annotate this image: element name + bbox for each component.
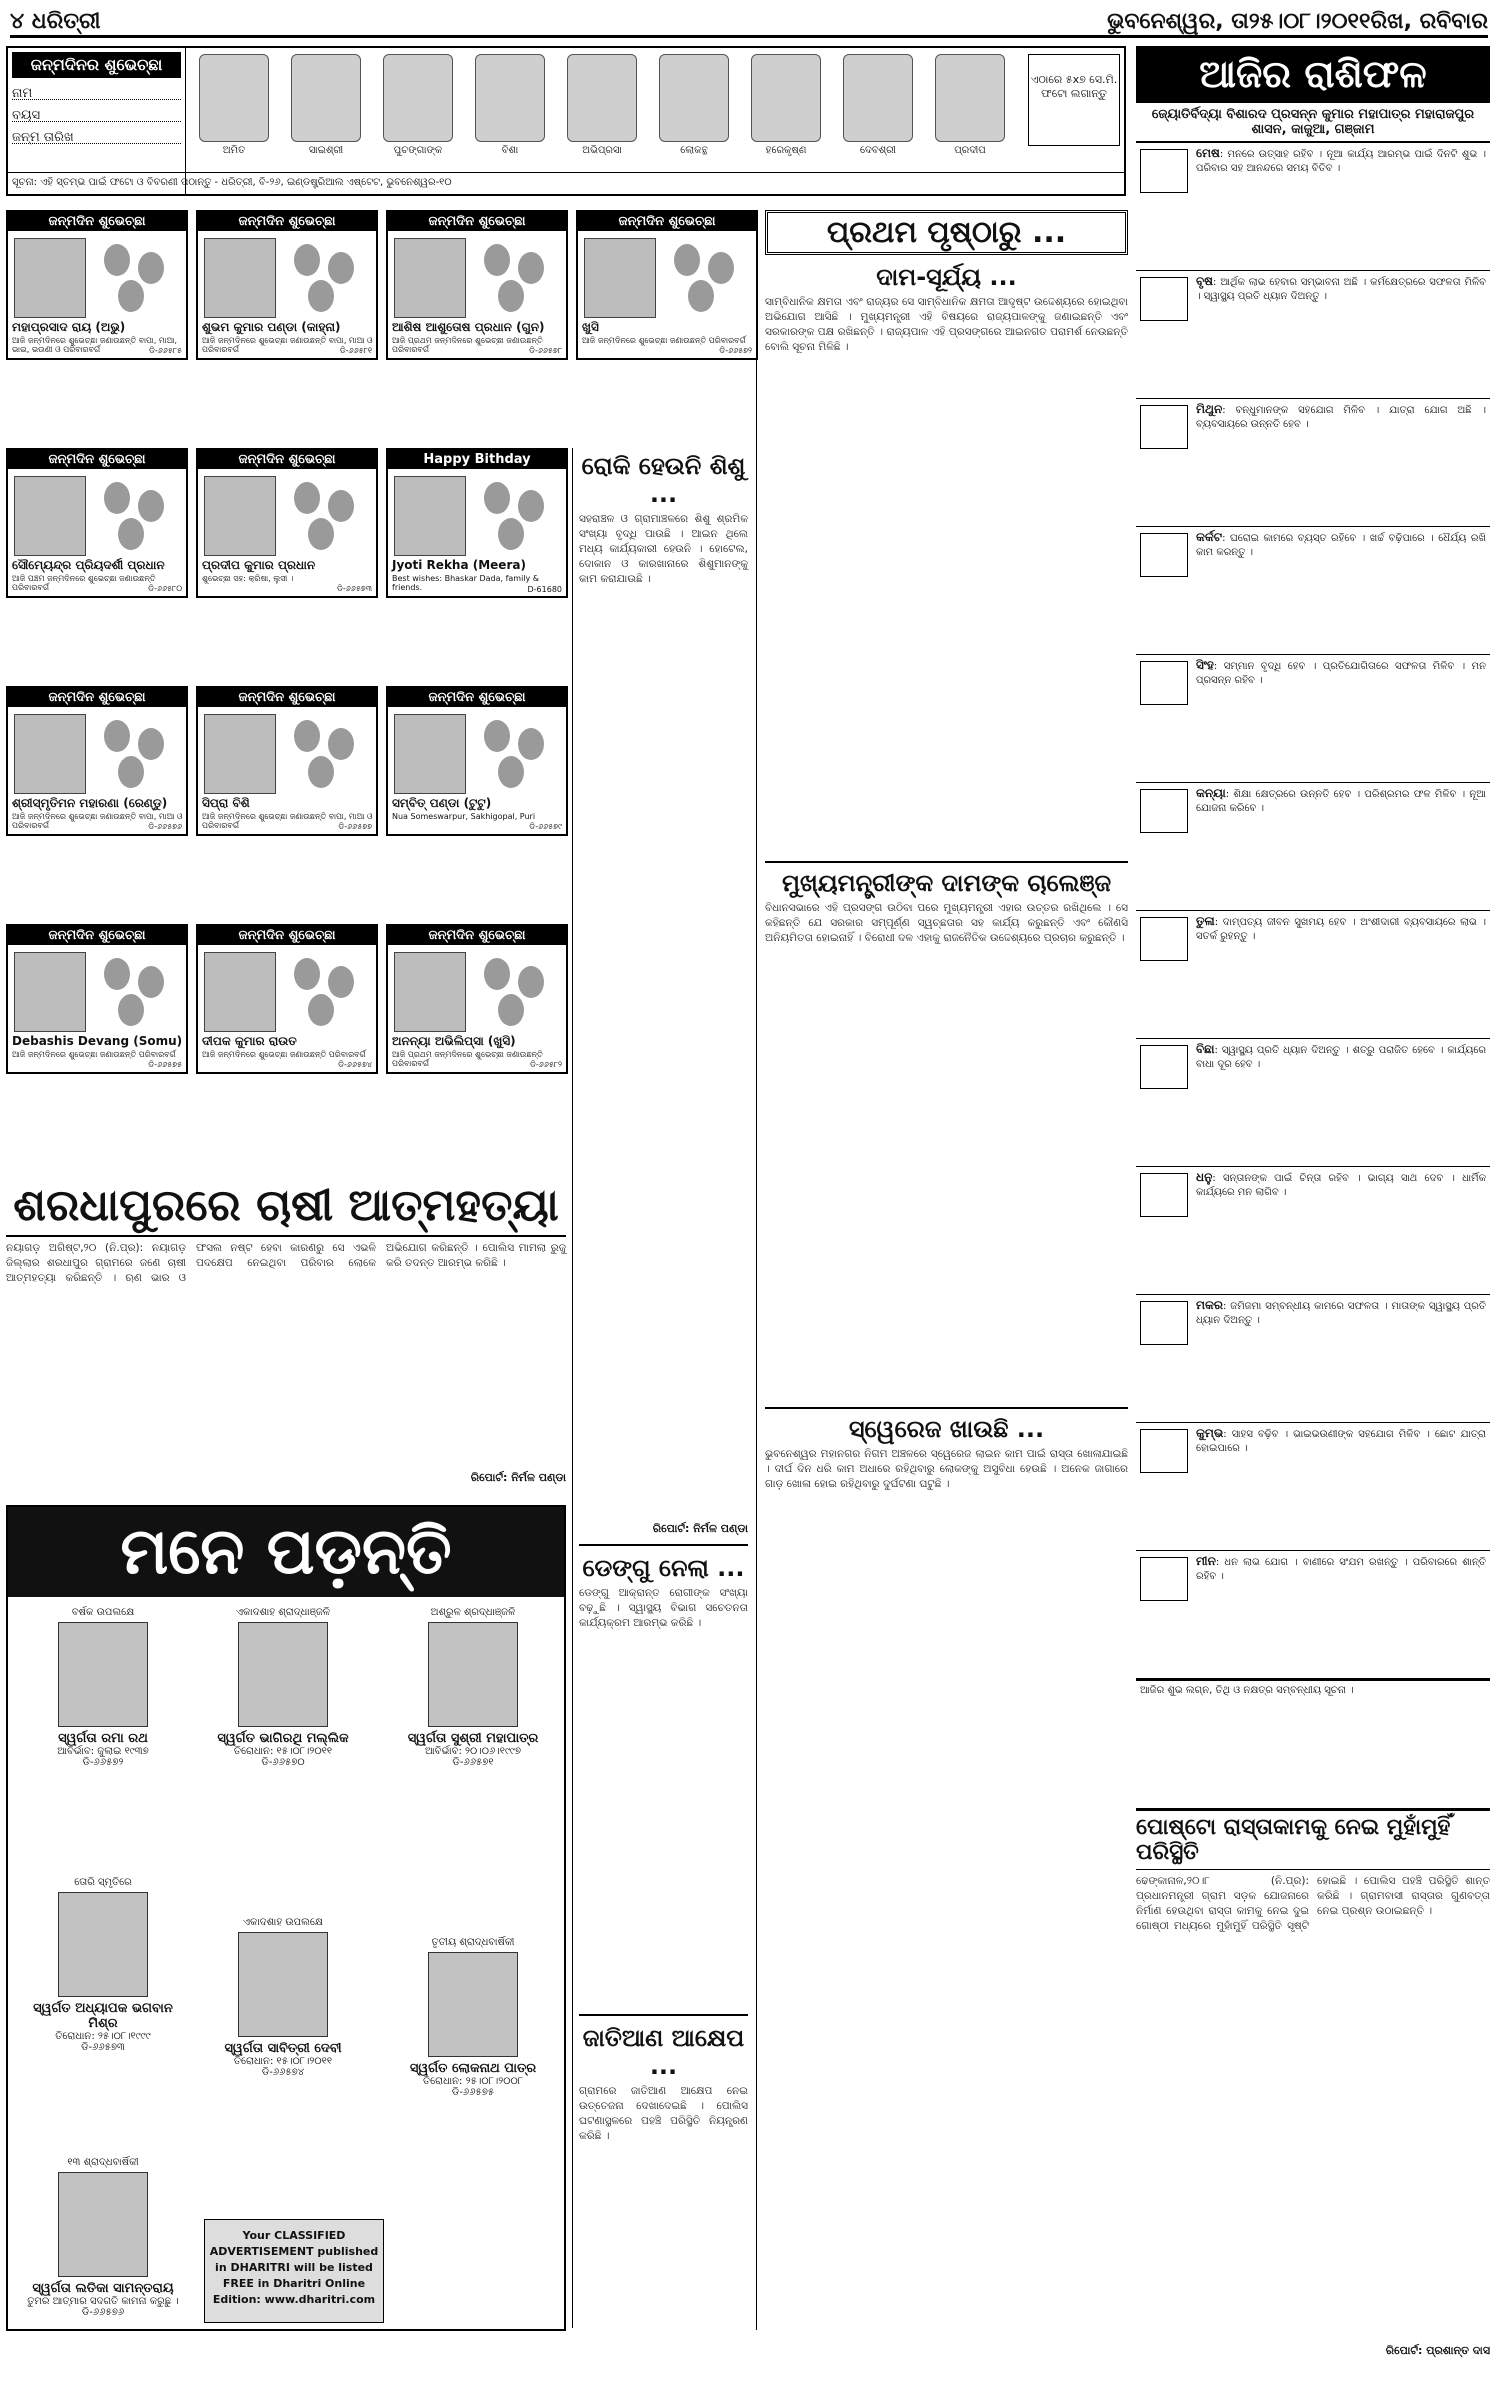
rashifal-footer: ଆଜିର ଶୁଭ ଲଗ୍ନ, ତିଥି ଓ ନକ୍ଷତ୍ର ସମ୍ବନ୍ଧୀୟ ସୂଚନା ।: [1136, 1679, 1490, 1700]
card-id: ଡି-୬୬୫୮୫: [148, 346, 182, 355]
deceased-photo: [238, 1622, 328, 1727]
farmer-story: [6, 1180, 566, 1498]
card-id: ଡି-୬୬୫୭୭: [338, 822, 372, 831]
birthday-thumb: ପ୍ରଦୀପ: [934, 54, 1006, 172]
card-id: ଡି-୬୬୫୭୬: [148, 822, 182, 831]
card-id: ଡି-୬୬୫୮୨: [529, 1060, 562, 1069]
child-photo: [567, 54, 637, 142]
sign-text: ଦାମ୍ପତ୍ୟ ଜୀବନ ସୁଖମୟ ହେବ । ଅଂଶୀଦାରୀ ବ୍ୟବସାୟରେ ଲାଭ । ସତର୍କ ରୁହନ୍ତୁ ।: [1196, 917, 1486, 942]
balloon-icon: [138, 252, 164, 284]
rashi-sign: ତୁଳା: ଦାମ୍ପତ୍ୟ ଜୀବନ ସୁଖମୟ ହେବ । ଅଂଶୀଦାରୀ ବ୍ୟବସାୟରେ ଲାଭ । ସତର୍କ ରୁହନ୍ତୁ ।: [1136, 911, 1490, 1039]
zodiac-icon: [1140, 1429, 1188, 1473]
sign-name: ମୀନ: [1196, 1554, 1216, 1568]
person-photo: [394, 714, 466, 794]
obituary-label: ଏକାଦଶାହ ଉପଲକ୍ଷେ: [243, 1917, 323, 1928]
rashi-sign: ଧନୁ: ସନ୍ତାନଙ୍କ ପାଇଁ ଚିନ୍ତା ରହିବ । ଭାଗ୍ୟ ସାଥ ଦେବ । ଧାର୍ମିକ କାର୍ଯ୍ୟରେ ମନ ଲାଗିବ ।: [1136, 1167, 1490, 1295]
obituary-text: ତିରୋଧାନ: ୧୫।୦୮।୨୦୧୧: [233, 2056, 333, 2067]
sign-name: କୁମ୍ଭ: [1196, 1426, 1224, 1440]
zodiac-icon: [1140, 1173, 1188, 1217]
obituary-text: ତିରୋଧାନ: ୧୫।୦୮।୨୦୧୧: [233, 1746, 333, 1757]
road-news-headline: ପୋଷ୍ଟୋ ରାସ୍ତାକାମକୁ ନେଇ ମୁହାଁମୁହିଁ ପରିସ୍ଥିତି: [1136, 1808, 1490, 1870]
card-id: ଡି-୬୬୫୮୧: [339, 346, 372, 355]
greeting-card: [386, 924, 568, 1074]
person-photo: [14, 476, 86, 556]
deceased-photo: [58, 1892, 148, 1997]
card-message: ଆଜି ପ୍ରଥମ ଜନ୍ମଦିନରେ ଶୁଭେଚ୍ଛା ଜଣାଉଛନ୍ତି ପରିବାରବର୍ଗ: [392, 1050, 543, 1068]
farmer-story-headline: ଶରଧାପୁରରେ ଚାଷୀ ଆତ୍ମହତ୍ୟା: [13, 1180, 559, 1231]
balloon-icon: [518, 728, 544, 760]
balloon-icon: [294, 244, 320, 276]
zodiac-icon: [1140, 405, 1188, 449]
obituary-id: ଡି-୬୬୫୭୩: [81, 2042, 125, 2053]
obituary-entry: [18, 2157, 188, 2318]
balloon-icon: [328, 966, 354, 998]
balloon-icon: [138, 490, 164, 522]
obituary-label: ଅଶ୍ରୁଳ ଶ୍ରଦ୍ଧାଞ୍ଜଳି: [430, 1607, 516, 1618]
zodiac-icon: [1140, 533, 1188, 577]
birthday-thumb: ଲୋକନ୍ଥ: [658, 54, 730, 172]
rashifal-title: ଆଜିର ରାଶିଫଳ: [1136, 46, 1490, 103]
caste-body: ଗ୍ରାମରେ ଜାତିଆଣ ଆକ୍ଷେପ ନେଇ ଉତ୍ତେଜନା ଦେଖାଦେଇଛି । ପୋଲିସ ଘଟଣାସ୍ଥଳରେ ପହଞ୍ଚି ପରିସ୍ଥିତି ନିୟନ୍ତ୍ରଣ କରିଛି ।: [579, 2085, 748, 2142]
obituary-name: ସ୍ୱର୍ଗତା ସୁଶ୍ରୀ ମହାପାତ୍ର: [407, 1731, 539, 1746]
balloon-icon: [294, 720, 320, 752]
person-photo: [204, 476, 276, 556]
balloon-icon: [104, 244, 130, 276]
card-id: ଡି-୬୬୫୭୫: [148, 1060, 182, 1069]
card-title: ଜନ୍ମଦିନ ଶୁଭେଚ୍ଛା: [388, 926, 566, 945]
rashi-sign: ସିଂହ: ସମ୍ମାନ ବୃଦ୍ଧି ହେବ । ପ୍ରତିଯୋଗିତାରେ ସଫଳତା ମିଳିବ । ମନ ପ୍ରସନ୍ନ ରହିବ ।: [1136, 655, 1490, 783]
card-name: ସିପ୍ରା ବିଶି: [202, 796, 250, 810]
caste-headline: ଜାତିଆଣ ଆକ୍ଷେପ ...: [582, 2024, 745, 2080]
person-photo: [14, 952, 86, 1032]
deceased-photo: [428, 1622, 518, 1727]
card-title: ଜନ୍ମଦିନ ଶୁଭେଚ୍ଛା: [198, 212, 376, 231]
card-name: ସମ୍ବିତ୍ ପଣ୍ଡା (ଟୁଟୁ): [392, 796, 492, 810]
card-title: ଜନ୍ମଦିନ ଶୁଭେଚ୍ଛା: [8, 926, 186, 945]
rashi-sign: ବୃଷ: ଆର୍ଥିକ ଲାଭ ହେବାର ସମ୍ଭାବନା ଅଛି । କର୍ମକ୍ଷେତ୍ରରେ ସଫଳତା ମିଳିବ । ସ୍ୱାସ୍ଥ୍ୟ ପ୍ରତି ଧ୍ୟାନ ଦିଅନ୍ତୁ ।: [1136, 271, 1490, 399]
card-name: ପ୍ରଦୀପ କୁମାର ପ୍ରଧାନ: [202, 558, 316, 572]
deceased-photo: [238, 1932, 328, 2037]
road-news-reporter: ରିପୋର୍ଟ: ପ୍ରଶାନ୍ତ ଦାସ: [1385, 2344, 1490, 2357]
obituary-title: ମନେ ପଡ଼ନ୍ତି: [8, 1507, 564, 1597]
obituary-name: ସ୍ୱର୍ଗତ ଭାଗିରଥି ମଲ୍ଲିକ: [217, 1731, 349, 1746]
card-title: ଜନ୍ମଦିନ ଶୁଭେଚ୍ଛା: [8, 212, 186, 231]
balloon-icon: [498, 518, 524, 550]
rashifal-signs: [1136, 143, 1490, 1679]
sign-name: ଧନୁ: [1196, 1170, 1213, 1184]
form-field-dob: ଜନ୍ମ ତାରିଖ: [12, 130, 181, 144]
obituary-id: ଡି-୬୬୫୭୬: [81, 2307, 125, 2318]
card-id: ଡି-୬୬୫୭୨: [719, 346, 752, 355]
balloon-icon: [498, 280, 524, 312]
rashifal-byline: ଜ୍ୟୋତିର୍ବିଦ୍ୟା ବିଶାରଦ ପ୍ରସନ୍ନ କୁମାର ମହାପାତ୍ର ମହାରାଜପୁର ଶାସନ, କାଜୁଆ, ଗଞ୍ଜାମ: [1136, 103, 1490, 143]
birthday-form-title: ଜନ୍ମଦିନର ଶୁଭେଚ୍ଛା: [12, 52, 181, 78]
page-number: ୪ ଧରିତ୍ରୀ: [10, 9, 101, 34]
card-name: ସୌମ୍ୟେନ୍ଦ୍ର ପ୍ରିୟଦର୍ଶୀ ପ୍ରଧାନ: [12, 558, 165, 572]
child-photo: [659, 54, 729, 142]
zodiac-icon: [1140, 1045, 1188, 1089]
photo-placeholder: ଏଠାରେ ୫x୭ ସେ.ମି. ଫଟୋ ଲଗାନ୍ତୁ: [1028, 54, 1120, 146]
rashi-sign: ମକର: ଜମିଜମା ସମ୍ବନ୍ଧୀୟ କାମରେ ସଫଳତା । ମାତାଙ୍କ ସ୍ୱାସ୍ଥ୍ୟ ପ୍ରତି ଧ୍ୟାନ ଦିଅନ୍ତୁ ।: [1136, 1295, 1490, 1423]
child-photo: [475, 54, 545, 142]
obituary-entry: [18, 1607, 188, 1768]
deceased-photo: [58, 2172, 148, 2277]
child-photo: [383, 54, 453, 142]
card-name: ମହାପ୍ରସାଦ ରାୟ (ଅଭୁ): [12, 320, 126, 334]
obituary-id: ଡି-୬୬୫୭୧: [452, 1757, 494, 1768]
sign-name: ତୁଳା: [1196, 914, 1215, 928]
greeting-card: [196, 210, 378, 360]
rashi-sign: ମେଷ: ମନରେ ଉତ୍ସାହ ରହିବ । ନୂଆ କାର୍ଯ୍ୟ ଆରମ୍ଭ ପାଇଁ ଦିନଟି ଶୁଭ । ପରିବାର ସହ ଆନନ୍ଦରେ ସମୟ ବିତିବ ।: [1136, 143, 1490, 271]
greeting-card: [6, 448, 188, 598]
sign-text: ସମ୍ମାନ ବୃଦ୍ଧି ହେବ । ପ୍ରତିଯୋଗିତାରେ ସଫଳତା ମିଳିବ । ମନ ପ୍ରସନ୍ନ ରହିବ ।: [1196, 661, 1486, 686]
card-title: ଜନ୍ମଦିନ ଶୁଭେଚ୍ଛା: [198, 688, 376, 707]
child-labour-body: ସହରାଞ୍ଚଳ ଓ ଗ୍ରାମାଞ୍ଚଳରେ ଶିଶୁ ଶ୍ରମିକ ସଂଖ୍ୟା ବୃଦ୍ଧି ପାଉଛି । ଆଇନ ଥିଲେ ମଧ୍ୟ କାର୍ଯ୍ୟକାରୀ ହେଉନି । ହୋଟେଲ, ଦୋକାନ ଓ କାରଖାନାରେ ଶିଶୁମାନଙ୍କୁ କାମ କରାଯାଉଛି ।: [579, 513, 748, 585]
card-name: Jyoti Rekha (Meera): [392, 558, 526, 572]
obituary-entry: [198, 1917, 368, 2078]
card-title: ଜନ୍ମଦିନ ଶୁଭେଚ୍ଛା: [8, 688, 186, 707]
balloon-icon: [328, 252, 354, 284]
balloon-icon: [498, 994, 524, 1026]
obituary-section: [6, 1505, 566, 2331]
obituary-name: ସ୍ୱର୍ଗତା ସାବିତ୍ରୀ ଦେବୀ: [224, 2041, 342, 2056]
greeting-card: [196, 448, 378, 598]
card-message: ଆଜି ଜନ୍ମଦିନରେ ଶୁଭେଚ୍ଛା ଜଣାଉଛନ୍ତି ବାପା, ମାଆ ଓ ପରିବାରବର୍ଗ: [202, 812, 373, 830]
person-photo: [204, 714, 276, 794]
greeting-card: [386, 210, 568, 360]
child-photo: [291, 54, 361, 142]
balloon-icon: [518, 252, 544, 284]
birthday-note: ସୂଚନା: ଏହି ସ୍ତମ୍ଭ ପାଇଁ ଫଟୋ ଓ ବିବରଣୀ ପଠାନ୍ତୁ - ଧରିତ୍ରୀ, ବି-୨୬, ଇଣ୍ଡଷ୍ଟ୍ରିଆଲ ଏଷ୍ଟେଟ, ଭୁବନେଶ୍ୱର-୧୦: [8, 172, 1124, 194]
person-photo: [14, 238, 86, 318]
obituary-entry: [198, 1607, 368, 1768]
greeting-card: [196, 686, 378, 836]
balloon-icon: [484, 244, 510, 276]
greeting-card: [196, 924, 378, 1074]
balloon-icon: [308, 518, 334, 550]
obituary-entry: [388, 1937, 558, 2098]
obituary-text: ତିରୋଧାନ: ୨୫।୦୮।୧୯୯୯: [55, 2031, 151, 2042]
child-photo: [935, 54, 1005, 142]
card-name: ଖୁସି: [582, 320, 599, 334]
sign-text: ସ୍ୱାସ୍ଥ୍ୟ ପ୍ରତି ଧ୍ୟାନ ଦିଅନ୍ତୁ । ଶତ୍ରୁ ପରାଜିତ ହେବେ । କାର୍ଯ୍ୟରେ ବାଧା ଦୂର ହେବ ।: [1196, 1045, 1486, 1070]
obituary-text: ଆବିର୍ଭାବ: ୨୦।୦୬।୧୯୯୭: [424, 1746, 522, 1757]
card-message: ଆଜି ଜନ୍ମଦିନରେ ଶୁଭେଚ୍ଛା ଜଣାଉଛନ୍ତି ପରିବାରବର୍ଗ: [12, 1050, 176, 1059]
sign-name: କର୍କଟ: [1196, 530, 1223, 544]
obituary-name: ସ୍ୱର୍ଗତା ରମା ରଥ: [58, 1731, 148, 1746]
sign-text: ଘରୋଇ କାମରେ ବ୍ୟସ୍ତ ରହିବେ । ଖର୍ଚ୍ଚ ବଢ଼ିପାରେ । ଧୈର୍ଯ୍ୟ ରଖି କାମ କରନ୍ତୁ ।: [1196, 533, 1486, 558]
person-photo: [204, 952, 276, 1032]
sewerage-headline: ସ୍ୱେରେଜ ଖାଉଛି ...: [848, 1415, 1045, 1443]
rashi-sign: କୁମ୍ଭ: ସାହସ ବଢ଼ିବ । ଭାଇଭଉଣୀଙ୍କ ସହଯୋଗ ମିଳିବ । ଛୋଟ ଯାତ୍ରା ହୋଇପାରେ ।: [1136, 1423, 1490, 1551]
balloon-icon: [308, 756, 334, 788]
birthday-thumb: ଦେବଶ୍ରୀ: [842, 54, 914, 172]
birthday-thumb: ହରେକୃଷ୍ଣ: [750, 54, 822, 172]
balloon-icon: [308, 994, 334, 1026]
sewerage-body: ଭୁବନେଶ୍ୱର ମହାନଗର ନିଗମ ଅଞ୍ଚଳରେ ସ୍ୱେରେଜ ଲାଇନ କାମ ପାଇଁ ରାସ୍ତା ଖୋଳାଯାଇଛି । ଦୀର୍ଘ ଦିନ ଧରି କାମ ଅଧାରେ ରହିଥିବାରୁ ଲୋକଙ୍କୁ ଅସୁବିଧା ହେଉଛି । ଅନେକ ଜାଗାରେ ଗାଡ଼ ଖୋଳା ହୋଇ ରହିଥିବାରୁ ଦୁର୍ଘଟଣା ଘଟୁଛି ।: [765, 1448, 1128, 1490]
card-title: ଜନ୍ମଦିନ ଶୁଭେଚ୍ଛା: [198, 926, 376, 945]
balloon-icon: [484, 720, 510, 752]
card-name: ଆଶିଷ ଆଶୁତୋଷ ପ୍ରଧାନ (ଗୁନ): [392, 320, 545, 334]
card-name: Debashis Devang (Somu): [12, 1034, 183, 1048]
obituary-name: ସ୍ୱର୍ଗତା ଲତିକା ସାମନ୍ତରାୟ: [32, 2281, 174, 2296]
farmer-story-body: ନୟାଗଡ଼ ଅଗିଷ୍ଟ,୨୦ (ନି.ପ୍ର): ନୟାଗଡ଼ ଜିଲ୍ଲାର ଶରଧାପୁର ଗ୍ରାମରେ ଜଣେ ଚାଷୀ ଆତ୍ମହତ୍ୟା କରିଛନ୍ତି । ଋଣ ଭାର ଓ ଫସଲ ନଷ୍ଟ ହେବା କାରଣରୁ ସେ ଏଭଳି ପଦକ୍ଷେପ ନେଇଥିବା ପରିବାର ଲୋକେ ଅଭିଯୋଗ କରିଛନ୍ତି । ପୋଲିସ ମାମଲା ରୁଜୁ କରି ତଦନ୍ତ ଆରମ୍ଭ କରିଛି ।: [6, 1242, 566, 1284]
dam-surya-body: ସାମ୍ବିଧାନିକ କ୍ଷମତା ଏବଂ ରାଜ୍ୟର ସେ ସାମ୍ବିଧାନିକ କ୍ଷମତା ଆଦୃଷ୍ଟ ଉଦ୍ଦେଶ୍ୟରେ ହୋଇଥିବା ଅଭିଯୋଗ ଆସିଛି । ମୁଖ୍ୟମନ୍ତ୍ରୀ ଏହି ବିଷୟରେ ରାଜ୍ୟପାଳଙ୍କୁ ଜଣାଇଛନ୍ତି ଏବଂ ସରକାରଙ୍କ ପକ୍ଷ ରଖିଛନ୍ତି । ରାଜ୍ୟପାଳ ଏହି ପ୍ରସଙ୍ଗରେ ଆଇନଗତ ପରାମର୍ଶ ନେଉଛନ୍ତି ବୋଲି ସୂଚନା ମିଳିଛି ।: [765, 296, 1128, 353]
obituary-label: ତୋରି ସ୍ମୃତିରେ: [74, 1877, 132, 1888]
greeting-card: [6, 210, 188, 360]
card-message: ଆଜି ଜନ୍ମଦିନରେ ଶୁଭେଚ୍ଛା ଜଣାଉଛନ୍ତି ବାପା, ମାଆ ଓ ପରିବାରବର୍ଗ: [12, 812, 183, 830]
front-page-title: ପ୍ରଥମ ପୃଷ୍ଠାରୁ ...: [765, 210, 1128, 255]
card-message: ଶୁଭେଚ୍ଛା ସହ: କ୍ରିଷା, ଲୁସୀ ।: [202, 574, 294, 583]
birthday-thumb: ଅଭିପ୍ରସା: [566, 54, 638, 172]
birthday-thumb: ପୁଚଙ୍ଗାଙ୍କ: [382, 54, 454, 172]
middle-column: [572, 448, 748, 2328]
balloon-icon: [484, 482, 510, 514]
farmer-story-reporter: ରିପୋର୍ଟ: ନିର୍ମଳ ପଣ୍ଡା: [470, 1471, 566, 1484]
person-photo: [14, 714, 86, 794]
card-id: ଡି-୬୬୫୭୩: [336, 584, 372, 593]
greeting-card: [6, 924, 188, 1074]
balloon-icon: [118, 756, 144, 788]
balloon-icon: [104, 482, 130, 514]
rashi-sign: କନ୍ୟା: ଶିକ୍ଷା କ୍ଷେତ୍ରରେ ଉନ୍ନତି ହେବ । ପରିଶ୍ରମର ଫଳ ମିଳିବ । ନୂଆ ଯୋଜନା କରିବେ ।: [1136, 783, 1490, 911]
sign-text: ଜମିଜମା ସମ୍ବନ୍ଧୀୟ କାମରେ ସଫଳତା । ମାତାଙ୍କ ସ୍ୱାସ୍ଥ୍ୟ ପ୍ରତି ଧ୍ୟାନ ଦିଅନ୍ତୁ ।: [1196, 1301, 1486, 1326]
card-message: ଆଜି ପ୍ରଥମ ଜନ୍ମଦିନରେ ଶୁଭେଚ୍ଛା ଜଣାଉଛନ୍ତି ପରିବାରବର୍ଗ: [392, 336, 543, 354]
cm-challenge-headline: ମୁଖ୍ୟମନ୍ତ୍ରୀଙ୍କ ଦାମଙ୍କ ଚାଲେଞ୍ଜ: [781, 869, 1112, 897]
sign-name: ମିଥୁନ: [1196, 402, 1223, 416]
rashifal-section: [1136, 46, 1490, 1796]
card-name: ଅନନ୍ୟା ଅଭିଲିପ୍ସା (ଖୁସି): [392, 1034, 516, 1048]
card-message: Best wishes: Bhaskar Dada, family & friends.: [392, 574, 540, 592]
obituary-text: ତିରୋଧାନ: ୨୫।୦୮।୨୦୦୮: [423, 2076, 523, 2087]
sign-text: ଧନ ଲାଭ ଯୋଗ । ବାଣୀରେ ସଂଯମ ରଖନ୍ତୁ । ପରିବାରରେ ଶାନ୍ତି ରହିବ ।: [1196, 1557, 1486, 1582]
card-message: Nua Someswarpur, Sakhigopal, Puri: [392, 812, 536, 821]
obituary-label: ଏକାଦଶାହ ଶ୍ରାଦ୍ଧାଞ୍ଜଳି: [236, 1607, 330, 1618]
card-message: ଆଜି ପଞ୍ଚମ ଜନ୍ମଦିନରେ ଶୁଭେଚ୍ଛା ଜଣାଉଛନ୍ତି ପରିବାରବର୍ଗ: [12, 574, 156, 592]
balloon-icon: [138, 966, 164, 998]
deceased-photo: [428, 1952, 518, 2057]
balloon-icon: [708, 252, 734, 284]
balloon-icon: [328, 490, 354, 522]
sign-name: ବୃଷ: [1196, 274, 1214, 288]
balloon-icon: [118, 518, 144, 550]
person-photo: [394, 476, 466, 556]
dam-surya-headline: ଦାମ-ସୂର୍ଯ୍ୟ ...: [876, 263, 1017, 291]
card-id: ଡି-୬୬୫୭୪: [338, 1060, 372, 1069]
zodiac-icon: [1140, 789, 1188, 833]
card-name: ଦୀପକ କୁମାର ରାଉତ: [202, 1034, 297, 1048]
balloon-icon: [518, 490, 544, 522]
card-title: ଜନ୍ମଦିନ ଶୁଭେଚ୍ଛା: [388, 212, 566, 231]
zodiac-icon: [1140, 277, 1188, 321]
child-labour-headline: ରୋକି ହେଉନି ଶିଶୁ ...: [581, 452, 746, 508]
balloon-icon: [308, 280, 334, 312]
sign-text: ଆର୍ଥିକ ଲାଭ ହେବାର ସମ୍ଭାବନା ଅଛି । କର୍ମକ୍ଷେତ୍ରରେ ସଫଳତା ମିଳିବ । ସ୍ୱାସ୍ଥ୍ୟ ପ୍ରତି ଧ୍ୟାନ ଦିଅନ୍ତୁ ।: [1196, 277, 1486, 302]
greeting-card: [576, 210, 758, 360]
child-labour-reporter: ରିପୋର୍ଟ: ନିର୍ମଳ ପଣ୍ଡା: [652, 1522, 748, 1535]
sign-text: ବନ୍ଧୁମାନଙ୍କ ସହଯୋଗ ମିଳିବ । ଯାତ୍ରା ଯୋଗ ଅଛି । ବ୍ୟବସାୟରେ ଉନ୍ନତି ହେବ ।: [1196, 405, 1486, 430]
card-title: ଜନ୍ମଦିନ ଶୁଭେଚ୍ଛା: [388, 688, 566, 707]
obituary-id: ଡି-୬୬୫୭୦: [261, 1757, 305, 1768]
dateline: ଭୁବନେଶ୍ୱର, ତା୨୫।୦୮।୨୦୧୧ରିଖ, ରବିବାର: [1107, 9, 1488, 34]
deceased-photo: [58, 1622, 148, 1727]
card-message: ଆଜି ଜନ୍ମଦିନରେ ଶୁଭେଚ୍ଛା ଜଣାଉଛନ୍ତି ପରିବାରବର୍ଗ: [582, 336, 746, 345]
rashi-sign: ବିଛା: ସ୍ୱାସ୍ଥ୍ୟ ପ୍ରତି ଧ୍ୟାନ ଦିଅନ୍ତୁ । ଶତ୍ରୁ ପରାଜିତ ହେବେ । କାର୍ଯ୍ୟରେ ବାଧା ଦୂର ହେବ ।: [1136, 1039, 1490, 1167]
obituary-id: ଡି-୬୬୫୭୫: [451, 2087, 495, 2098]
balloon-icon: [118, 280, 144, 312]
child-photo: [751, 54, 821, 142]
balloon-icon: [294, 958, 320, 990]
person-photo: [204, 238, 276, 318]
card-id: ଡି-୬୬୫୮୦: [148, 584, 182, 593]
person-photo: [394, 952, 466, 1032]
obituary-entry: [18, 1877, 188, 2053]
zodiac-icon: [1140, 1557, 1188, 1601]
balloon-icon: [118, 994, 144, 1026]
card-title: ଜନ୍ମଦିନ ଶୁଭେଚ୍ଛା: [8, 450, 186, 469]
dengue-headline: ଡେଙ୍ଗୁ ନେଲା ...: [582, 1554, 745, 1582]
obituary-entry: [388, 1607, 558, 1768]
card-title: ଜନ୍ମଦିନ ଶୁଭେଚ୍ଛା: [198, 450, 376, 469]
form-field-name: ନାମ: [12, 86, 181, 100]
balloon-icon: [104, 720, 130, 752]
zodiac-icon: [1140, 149, 1188, 193]
front-page-continued: [756, 210, 1128, 2330]
classified-notice: Your CLASSIFIED ADVERTISEMENT published in DHARITRI will be listed FREE in Dharitri Online Edition: www.dharitri.com: [204, 2219, 384, 2323]
obituary-name: ସ୍ୱର୍ଗତ ଅଧ୍ୟାପକ ଭଗବାନ ମିଶ୍ର: [33, 2001, 173, 2031]
card-id: ଡି-୬୬୫୭୯: [529, 822, 562, 831]
card-title: ଜନ୍ମଦିନ ଶୁଭେଚ୍ଛା: [578, 212, 756, 231]
rashi-sign: ମୀନ: ଧନ ଲାଭ ଯୋଗ । ବାଣୀରେ ସଂଯମ ରଖନ୍ତୁ । ପରିବାରରେ ଶାନ୍ତି ରହିବ ।: [1136, 1551, 1490, 1679]
sign-text: ସନ୍ତାନଙ୍କ ପାଇଁ ଚିନ୍ତା ରହିବ । ଭାଗ୍ୟ ସାଥ ଦେବ । ଧାର୍ମିକ କାର୍ଯ୍ୟରେ ମନ ଲାଗିବ ।: [1196, 1173, 1486, 1198]
balloon-icon: [294, 482, 320, 514]
card-name: ଶ୍ରୀସ୍ମୃତିମନ ମହାରଣା (ରେଣ୍ଡୁ): [12, 796, 168, 810]
birthday-strip: [6, 46, 1126, 196]
dengue-body: ଡେଙ୍ଗୁ ଆକ୍ରାନ୍ତ ରୋଗୀଙ୍କ ସଂଖ୍ୟା ବଢ଼ୁଛି । ସ୍ୱାସ୍ଥ୍ୟ ବିଭାଗ ସଚେତନତା କାର୍ଯ୍ୟକ୍ରମ ଆରମ୍ଭ କରିଛି ।: [579, 1587, 748, 1629]
card-message: ଆଜି ଜନ୍ମଦିନରେ ଶୁଭେଚ୍ଛା ଜଣାଉଛନ୍ତି ପରିବାରବର୍ଗ: [202, 1050, 366, 1059]
obituary-label: ୧୩ ଶ୍ରାଦ୍ଧବାର୍ଷିକୀ: [67, 2157, 139, 2168]
sign-text: ସାହସ ବଢ଼ିବ । ଭାଇଭଉଣୀଙ୍କ ସହଯୋଗ ମିଳିବ । ଛୋଟ ଯାତ୍ରା ହୋଇପାରେ ।: [1196, 1429, 1486, 1454]
zodiac-icon: [1140, 1301, 1188, 1345]
obituary-id: ଡି-୬୬୫୭୨: [82, 1757, 124, 1768]
obituary-id: ଡି-୬୬୫୭୪: [261, 2067, 305, 2078]
sign-name: କନ୍ୟା: [1196, 786, 1226, 800]
obituary-name: ସ୍ୱର୍ଗତ ଲୋକନାଥ ପାତ୍ର: [409, 2061, 537, 2076]
cm-challenge-body: ବିଧାନସଭାରେ ଏହି ପ୍ରସଙ୍ଗ ଉଠିବା ପରେ ମୁଖ୍ୟମନ୍ତ୍ରୀ ଏହାର ଉତ୍ତର ରଖିଥିଲେ । ସେ କହିଛନ୍ତି ଯେ ସରକାର ସମ୍ପୂର୍ଣ୍ଣ ସ୍ୱଚ୍ଛତାର ସହ କାର୍ଯ୍ୟ କରୁଛନ୍ତି ଏବଂ କୌଣସି ଅନିୟମିତତା ହୋଇନାହିଁ । ବିରୋଧୀ ଦଳ ଏହାକୁ ରାଜନୈତିକ ଉଦ୍ଦେଶ୍ୟରେ ପ୍ରଚାର କରୁଛନ୍ତି ।: [765, 902, 1128, 944]
balloon-icon: [674, 244, 700, 276]
obituary-text: ତୁମର ଆତ୍ମାର ସଦଗତି କାମନା କରୁଛୁ ।: [27, 2296, 179, 2307]
card-message: ଆଜି ଜନ୍ମଦିନରେ ଶୁଭେଚ୍ଛା ଜଣାଉଛନ୍ତି ବାପା, ମାଆ ଓ ପରିବାରବର୍ଗ: [202, 336, 373, 354]
rashi-sign: ମିଥୁନ: ବନ୍ଧୁମାନଙ୍କ ସହଯୋଗ ମିଳିବ । ଯାତ୍ରା ଯୋଗ ଅଛି । ବ୍ୟବସାୟରେ ଉନ୍ନତି ହେବ ।: [1136, 399, 1490, 527]
sign-text: ଶିକ୍ଷା କ୍ଷେତ୍ରରେ ଉନ୍ନତି ହେବ । ପରିଶ୍ରମର ଫଳ ମିଳିବ । ନୂଆ ଯୋଜନା କରିବେ ।: [1196, 789, 1486, 814]
child-photo: [843, 54, 913, 142]
card-name: ଶୁଭମ କୁମାର ପଣ୍ଡା (କାହ୍ନା): [202, 320, 341, 334]
card-message: ଆଜି ଜନ୍ମଦିନରେ ଶୁଭେଚ୍ଛା ଜଣାଉଛନ୍ତି ବାପା, ମାଆ, ଭାଇ, ଭଉଣୀ ଓ ପରିବାରବର୍ଗ: [12, 336, 178, 354]
zodiac-icon: [1140, 917, 1188, 961]
balloon-icon: [498, 756, 524, 788]
balloon-icon: [328, 728, 354, 760]
obituary-text: ଆବିର୍ଭାବ: ଜୁଲାଇ ୧୯୩୭: [57, 1746, 149, 1757]
card-title: Happy Bithday: [388, 450, 566, 469]
person-photo: [394, 238, 466, 318]
birthday-thumb: ବିଶା: [474, 54, 546, 172]
person-photo: [584, 238, 656, 318]
zodiac-icon: [1140, 661, 1188, 705]
form-field-age: ବୟସ: [12, 108, 181, 122]
sign-name: ମକର: [1196, 1298, 1223, 1312]
birthday-thumb: ସାଇଶ୍ରୀ: [290, 54, 362, 172]
sign-name: ବିଛା: [1196, 1042, 1215, 1056]
sign-name: ସିଂହ: [1196, 658, 1214, 672]
page-header: [10, 8, 1488, 38]
card-id: D-61680: [527, 585, 562, 594]
greeting-card: [386, 448, 568, 598]
greeting-card: [386, 686, 568, 836]
road-news-body: ଢେଙ୍କାନାଳ,୨୦।୮ (ନି.ପ୍ର): ପ୍ରଧାନମନ୍ତ୍ରୀ ଗ୍ରାମ ସଡ଼କ ଯୋଜନାରେ ନିର୍ମାଣ ହେଉଥିବା ରାସ୍ତା କାମକୁ ନେଇ ଦୁଇ ଗୋଷ୍ଠୀ ମଧ୍ୟରେ ମୁହାଁମୁହିଁ ପରିସ୍ଥିତି ସୃଷ୍ଟି ହୋଇଛି । ପୋଲିସ ପହଞ୍ଚି ପରିସ୍ଥିତି ଶାନ୍ତ କରିଛି । ଗ୍ରାମବାସୀ ରାସ୍ତାର ଗୁଣବତ୍ତା ନେଇ ପ୍ରଶ୍ନ ଉଠାଇଛନ୍ତି ।: [1136, 1875, 1490, 1932]
sign-name: ମେଷ: [1196, 146, 1220, 160]
balloon-icon: [104, 958, 130, 990]
balloon-icon: [688, 280, 714, 312]
sign-text: ମନରେ ଉତ୍ସାହ ରହିବ । ନୂଆ କାର୍ଯ୍ୟ ଆରମ୍ଭ ପାଇଁ ଦିନଟି ଶୁଭ । ପରିବାର ସହ ଆନନ୍ଦରେ ସମୟ ବିତିବ ।: [1196, 149, 1486, 174]
birthday-thumb: ଅମିତ: [198, 54, 270, 172]
obituary-label: ବର୍ଷକ ଉପଲକ୍ଷେ: [71, 1607, 135, 1618]
balloon-icon: [484, 958, 510, 990]
rashi-sign: କର୍କଟ: ଘରୋଇ କାମରେ ବ୍ୟସ୍ତ ରହିବେ । ଖର୍ଚ୍ଚ ବଢ଼ିପାରେ । ଧୈର୍ଯ୍ୟ ରଖି କାମ କରନ୍ତୁ ।: [1136, 527, 1490, 655]
road-news: [1136, 1808, 1490, 2358]
child-photo: [199, 54, 269, 142]
card-id: ଡି-୬୬୫୭୮: [529, 346, 562, 355]
balloon-icon: [138, 728, 164, 760]
greeting-card: [6, 686, 188, 836]
obituary-label: ତୃତୀୟ ଶ୍ରାଦ୍ଧବାର୍ଷିକୀ: [431, 1937, 515, 1948]
balloon-icon: [518, 966, 544, 998]
